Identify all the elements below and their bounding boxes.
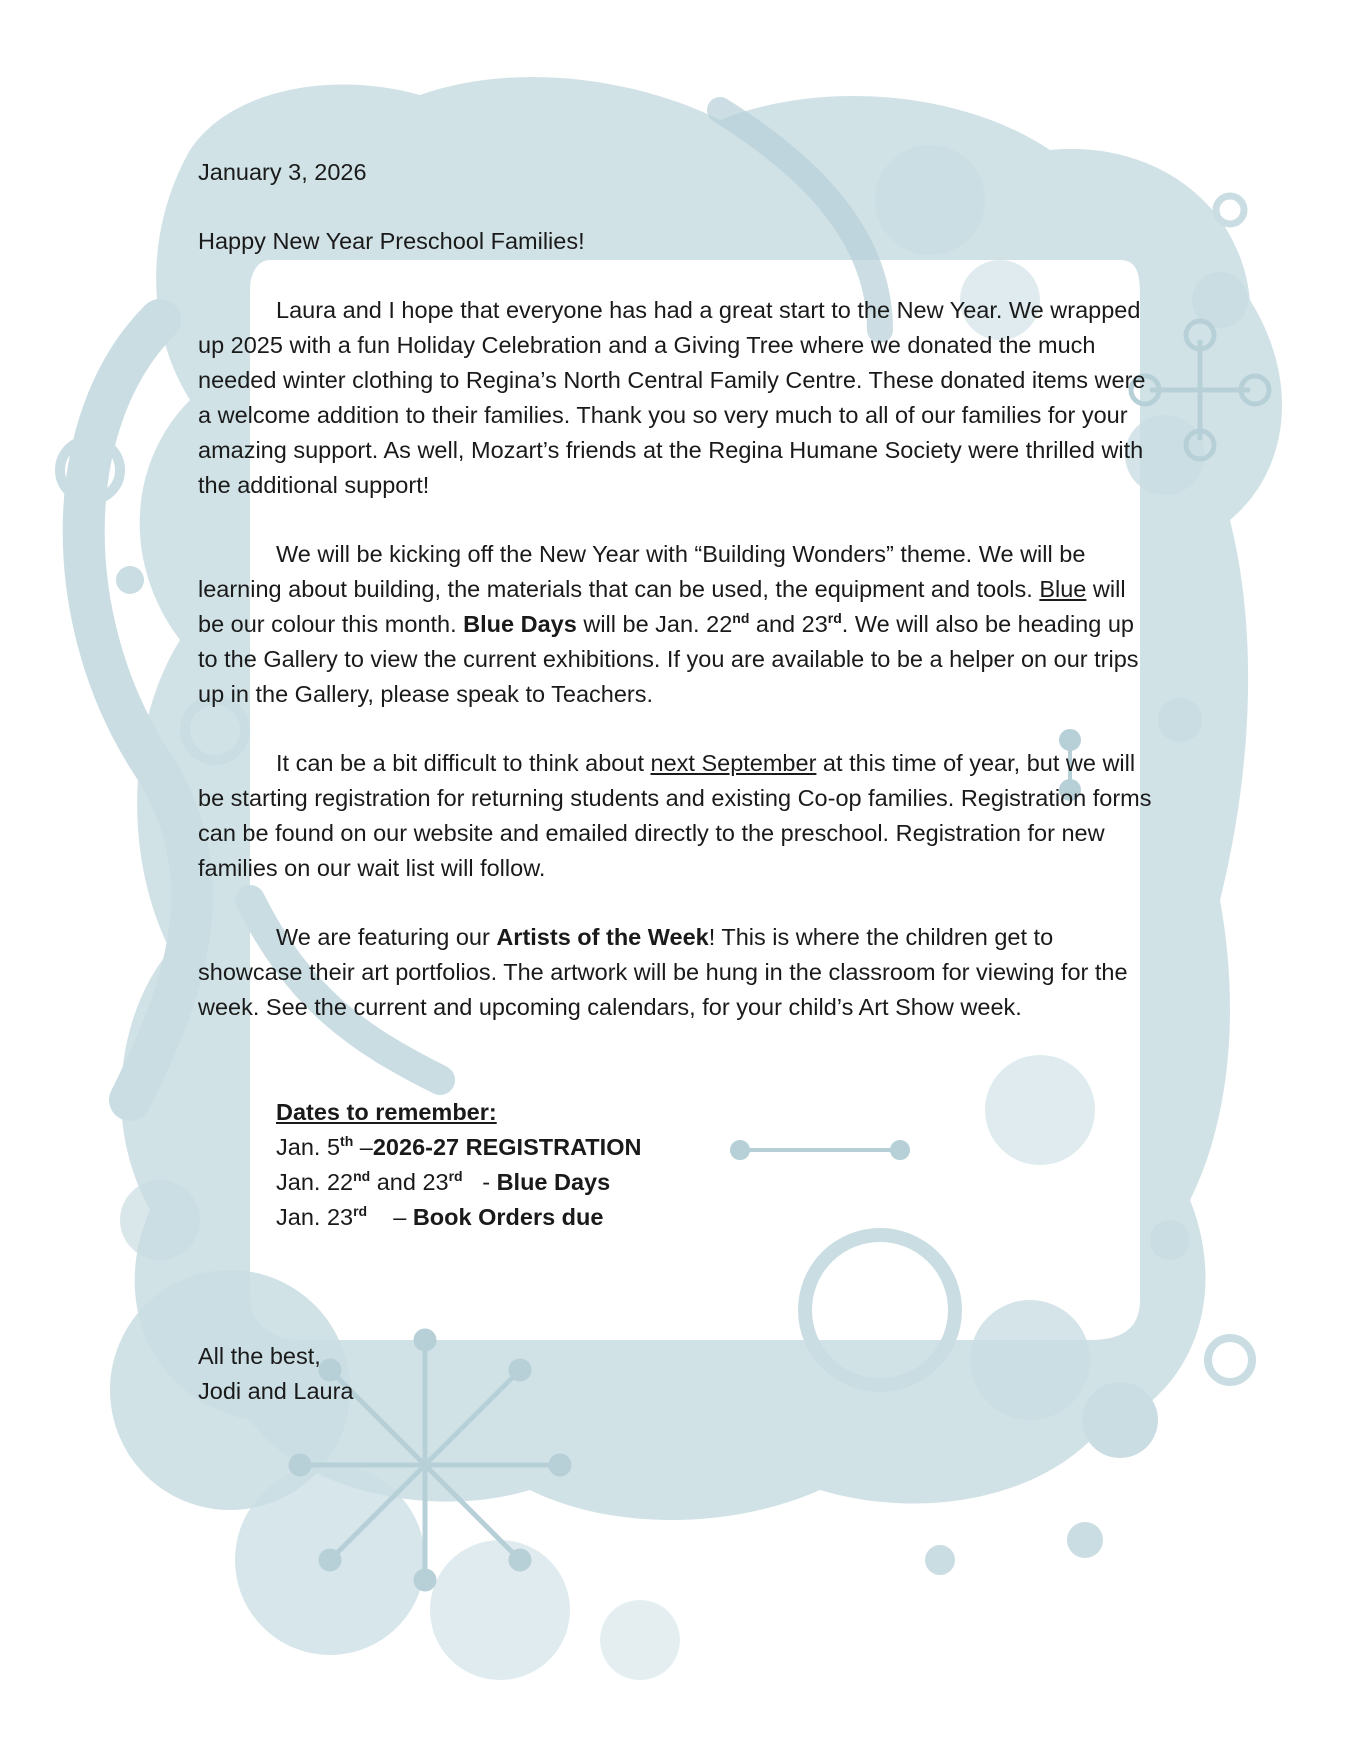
p2-text-d: and 23 (749, 611, 828, 637)
p2-text-c: will be Jan. 22 (576, 611, 733, 637)
letter-body (198, 155, 1158, 1409)
paragraph-registration (198, 746, 1158, 886)
p2-text-b: will be our colour this month. (198, 576, 1126, 637)
date-1-dash: – (353, 1134, 373, 1160)
dates-to-remember (276, 1095, 1158, 1235)
paragraph-artists-of-week (198, 920, 1158, 1025)
p2-sup-nd: nd (732, 610, 750, 627)
date-2-sup-rd: rd (448, 1168, 463, 1185)
date-1-event: 2026-27 REGISTRATION (372, 1134, 642, 1160)
p3-text-b: at this time of year, but we will be starting registration for returning students and existing Co-op families. Registration forms can be found on our website and emailed directly to the preschool. Registration for new families on our wait list will follow. (198, 750, 1152, 881)
bubble (1216, 196, 1244, 224)
date-1-sup: th (340, 1133, 354, 1150)
paragraph-building-wonders (198, 537, 1158, 712)
bubble (1158, 698, 1202, 742)
date-2-label: Jan. 22 (276, 1169, 354, 1195)
bubble (120, 1180, 200, 1260)
date-1-label: Jan. 5 (276, 1134, 341, 1160)
bubble (600, 1600, 680, 1680)
blue-days-bold: Blue Days (463, 611, 577, 637)
p2-text-e: . We will also be heading up to the Gallery to view the current exhibitions. If you are available to be a helper on our trips up in the Gallery, please speak to Teachers. (198, 611, 1139, 707)
blue-underlined: Blue (1039, 576, 1087, 602)
p4-text-a: We are featuring our (276, 924, 497, 950)
bubble (430, 1540, 570, 1680)
letter-closing: All the best, (198, 1343, 321, 1369)
date-3-dash: – (367, 1204, 413, 1230)
dates-heading: Dates to remember: (276, 1099, 497, 1125)
letter-signature: Jodi and Laura (198, 1378, 354, 1404)
paragraph-holiday-recap: Laura and I hope that everyone has had a great start to the New Year. We wrapped up 2025 with a fun Holiday Celebration and a Giving Tree where we donated the much needed winter clothing to Regina’s North Central Family Centre. These donated items were a welcome addition to their families. Thank you so very much to all of our families for your amazing support. As well, Mozart’s friends at the Regina Humane Society were thrilled with the additional support! (198, 297, 1146, 498)
bubble (1067, 1522, 1103, 1558)
artists-of-week-bold: Artists of the Week (496, 924, 709, 950)
bubble (1208, 1338, 1252, 1382)
date-2-and: and 23 (370, 1169, 449, 1195)
date-3-label: Jan. 23 (276, 1204, 354, 1230)
date-3-sup: rd (353, 1203, 368, 1220)
date-item (276, 1200, 1158, 1235)
next-september-underlined: next September (650, 750, 817, 776)
date-2-dash: - (462, 1169, 497, 1195)
p3-text-a: It can be a bit difficult to think about (276, 750, 651, 776)
date-2-event: Blue Days (496, 1169, 611, 1195)
bubble (925, 1545, 955, 1575)
p2-text-a: We will be kicking off the New Year with “Building Wonders” theme. We will be learning about building, the materials that can be used, the equipment and tools. (198, 541, 1086, 602)
date-2-sup-nd: nd (353, 1168, 371, 1185)
date-item (276, 1165, 1158, 1200)
bubble (116, 566, 144, 594)
date-3-event: Book Orders due (412, 1204, 604, 1230)
letter-date: January 3, 2026 (198, 159, 367, 185)
date-item (276, 1130, 1158, 1165)
letter-greeting: Happy New Year Preschool Families! (198, 228, 585, 254)
p4-text-b: ! This is where the children get to showcase their art portfolios. The artwork will be hung in the classroom for viewing for the week. See the current and upcoming calendars, for your child’s Art Show week. (198, 924, 1128, 1020)
p2-sup-rd: rd (827, 610, 842, 627)
